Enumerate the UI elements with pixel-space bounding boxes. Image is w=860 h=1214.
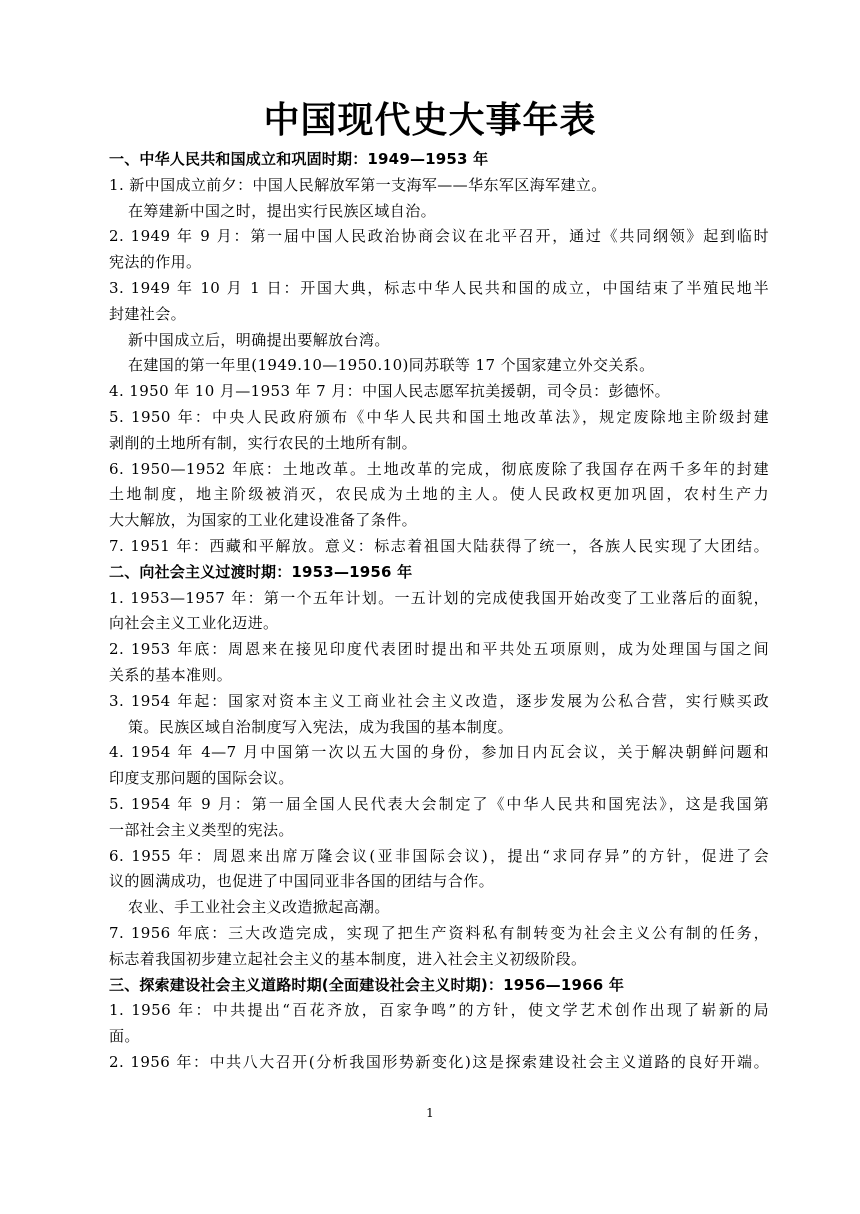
text-line: 2. 1956 年：中共八大召开(分析我国形势新变化)这是探索建设社会主义道路的良好开端。 — [109, 1052, 769, 1071]
text-line: 1. 新中国成立前夕：中国人民解放军第一支海军——华东军区海军建立。 — [109, 175, 607, 194]
document-body — [109, 147, 769, 1076]
text-line: 在筹建新中国之时，提出实行民族区域自治。 — [128, 201, 437, 220]
section-heading: 一、中华人民共和国成立和巩固时期：1949—1953 年 — [109, 150, 489, 168]
text-line: 1. 1953—1957 年：第一个五年计划。一五计划的完成使我国开始改变了工业落后的面貌， — [109, 588, 769, 607]
text-line: 土地制度，地主阶级被消灭，农民成为土地的主人。使人民政权更加巩固，农村生产力 — [109, 485, 769, 504]
text-line: 3. 1954 年起：国家对资本主义工商业社会主义改造，逐步发展为公私合营，实行赎买政 — [109, 691, 769, 710]
text-line: 5. 1950 年：中央人民政府颁布《中华人民共和国土地改革法》，规定废除地主阶级封建 — [109, 407, 769, 426]
text-line: 4. 1954 年 4—7 月中国第一次以五大国的身份，参加日内瓦会议，关于解决朝鲜问题和 — [109, 743, 769, 762]
text-line: 新中国成立后，明确提出要解放台湾。 — [128, 330, 390, 349]
section-heading: 三、探索建设社会主义道路时期(全面建设社会主义时期)：1956—1966 年 — [109, 975, 625, 994]
text-line: 3. 1949 年 10 月 1 日：开国大典，标志中华人民共和国的成立，中国结束了半殖民地半 — [109, 278, 769, 297]
text-line: 剥削的土地所有制，实行农民的土地所有制。 — [109, 433, 418, 452]
text-line: 宪法的作用。 — [109, 253, 202, 272]
section-heading: 二、向社会主义过渡时期：1953—1956 年 — [109, 562, 413, 581]
text-line: 农业、手工业社会主义改造掀起高潮。 — [128, 898, 390, 917]
text-line: 7. 1951 年：西藏和平解放。意义：标志着祖国大陆获得了统一，各族人民实现了大团结。 — [109, 536, 769, 555]
text-line: 6. 1950—1952 年底：土地改革。土地改革的完成，彻底废除了我国存在两千多年的封建 — [109, 459, 769, 478]
text-line: 在建国的第一年里(1949.10—1950.10)同苏联等 17 个国家建立外交关系。 — [128, 356, 655, 375]
text-line: 印度支那问题的国际会议。 — [109, 769, 294, 788]
text-line: 一部社会主义类型的宪法。 — [109, 820, 294, 839]
text-line: 6. 1955 年：周恩来出席万隆会议(亚非国际会议)，提出“求同存异”的方针，促进了会 — [109, 846, 769, 865]
text-line: 大大解放，为国家的工业化建设准备了条件。 — [109, 511, 418, 530]
text-line: 策。民族区域自治制度写入宪法，成为我国的基本制度。 — [128, 717, 514, 736]
text-line: 标志着我国初步建立起社会主义的基本制度，进入社会主义初级阶段。 — [109, 949, 587, 968]
text-line: 7. 1956 年底：三大改造完成，实现了把生产资料私有制转变为社会主义公有制的任务， — [109, 923, 769, 942]
page-title: 中国现代史大事年表 — [263, 100, 597, 141]
text-line: 向社会主义工业化迈进。 — [109, 614, 279, 633]
text-line: 4. 1950 年 10 月—1953 年 7 月：中国人民志愿军抗美援朝，司令员：彭德怀。 — [109, 382, 671, 401]
text-line: 2. 1953 年底：周恩来在接见印度代表团时提出和平共处五项原则，成为处理国与国之间 — [109, 640, 769, 659]
text-line: 5. 1954 年 9 月：第一届全国人民代表大会制定了《中华人民共和国宪法》，这是我国第 — [109, 794, 769, 813]
text-line: 封建社会。 — [109, 304, 187, 323]
text-line: 1. 1956 年：中共提出“百花齐放，百家争鸣”的方针，使文学艺术创作出现了崭新的局 — [109, 1001, 769, 1020]
text-line: 关系的基本准则。 — [109, 665, 233, 684]
text-line: 议的圆满成功，也促进了中国同亚非各国的团结与合作。 — [109, 872, 495, 891]
page-number: 1 — [426, 1106, 434, 1120]
text-line: 面。 — [109, 1027, 140, 1046]
text-line: 2. 1949 年 9 月：第一届中国人民政治协商会议在北平召开，通过《共同纲领》起到临时 — [109, 227, 769, 246]
